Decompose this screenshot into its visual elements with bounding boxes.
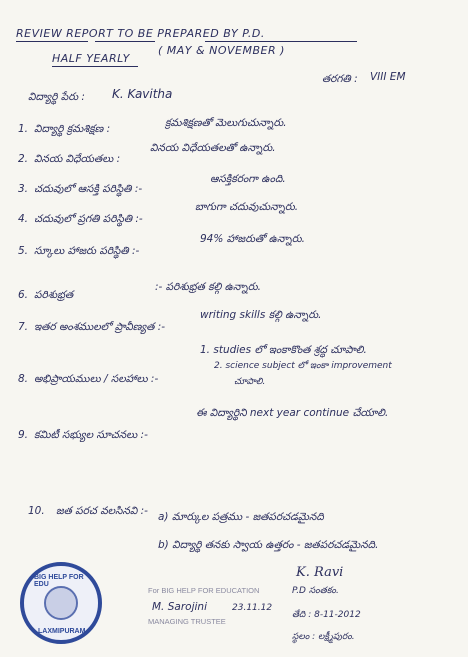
item-value: :- పరిశుభ్రత కల్గి ఉన్నారు. [155,281,261,293]
item-label: అభిప్రాయములు / సలహాలు :- [34,373,159,385]
item-label: కమిటీ సభ్యుల సూచనలు :- [34,429,148,441]
item-number: 1. [18,123,29,135]
item-value: 1. studies లో ఇంకాకొంత శ్రద్ధ చూపాలి. [200,344,367,356]
item-value: క్రమశిక్షణతో మెలుగుచున్నారు. [165,117,287,129]
item-label: చదువులో ఆసక్తి పరిస్థితి :- [34,183,143,195]
item-label: స్కూలు హాజరు పరిస్థితి :- [34,245,140,257]
title-underline [16,41,88,42]
student-class: VIII EM [370,71,406,83]
item-value: వినయ విధేయతలతో ఉన్నారు. [150,142,276,154]
trustee-signature: M. Sarojini [152,601,207,613]
item-number: 4. [18,213,29,225]
student-name: K. Kavitha [112,87,173,101]
pd-signature-label: P.D సంతకం. [292,586,339,596]
item-number: 8. [18,373,29,385]
item-value: బాగుగా చదువుచున్నారు. [195,201,299,213]
item-number: 7. [18,321,29,333]
item-value: ఈ విద్యార్థిని next year continue చేయాలి. [196,407,389,419]
item-value-2: b) విద్యార్థి తనకు స్వాయ ఉత్తరం - జతపరచడమైనది. [158,539,379,551]
item-value-3: చూపాలి. [234,377,266,387]
stamp-bottom-text: LAXMIPURAM [38,628,86,635]
title-underline [95,41,155,42]
item-value-2: 2. science subject లో ఇంకా improvement [214,361,392,371]
title-underline [205,41,357,42]
trustee-date: 23.11.12 [232,603,273,613]
item-label: జత పరచ వలసినవి :- [56,505,148,517]
item-value: a) మార్కుల పత్రము - జతపరచడమైనది [158,511,324,523]
item-number: 9. [18,429,29,441]
item-number: 10. [28,505,45,517]
period-underline [52,66,138,67]
item-value: 94% హాజరుతో ఉన్నారు. [200,233,305,245]
item-label: ఇతర అంశములలో ప్రావీణ్యత :- [34,321,166,333]
item-label: పరిశుభ్రత [34,289,74,301]
student-name-label: విద్యార్థి పేరు : [28,91,85,103]
item-number: 6. [18,289,29,301]
pd-signature: K. Ravi [296,565,344,580]
report-title: REVIEW REPORT TO BE PREPARED BY P.D. [16,27,265,40]
trustee-role: MANAGING TRUSTEE [148,617,226,626]
footer-organization: For BIG HELP FOR EDUCATION [148,586,260,595]
item-label: చదువులో ప్రగతి పరిస్థితి :- [34,213,143,225]
item-number: 2. [18,153,29,165]
item-label: విద్యార్థి క్రమశిక్షణ : [34,123,111,135]
organization-stamp [20,562,102,644]
item-value: ఆసక్తికరంగా ఉంది. [210,173,286,185]
item-value: writing skills కల్గి ఉన్నారు. [200,309,322,321]
item-number: 5. [18,245,29,257]
report-months: ( MAY & NOVEMBER ) [158,44,285,57]
report-place: స్థలం : లక్ష్మీపురం. [292,632,355,642]
report-period: HALF YEARLY [52,52,130,65]
item-number: 3. [18,183,29,195]
stamp-ring-text: BIG HELP FOR EDU [34,574,84,588]
student-class-label: తరగతి : [322,73,358,85]
stamp-center [44,586,78,620]
report-date: తేది : 8-11-2012 [292,610,361,620]
item-label: వినయ విధేయతలు : [34,153,121,165]
